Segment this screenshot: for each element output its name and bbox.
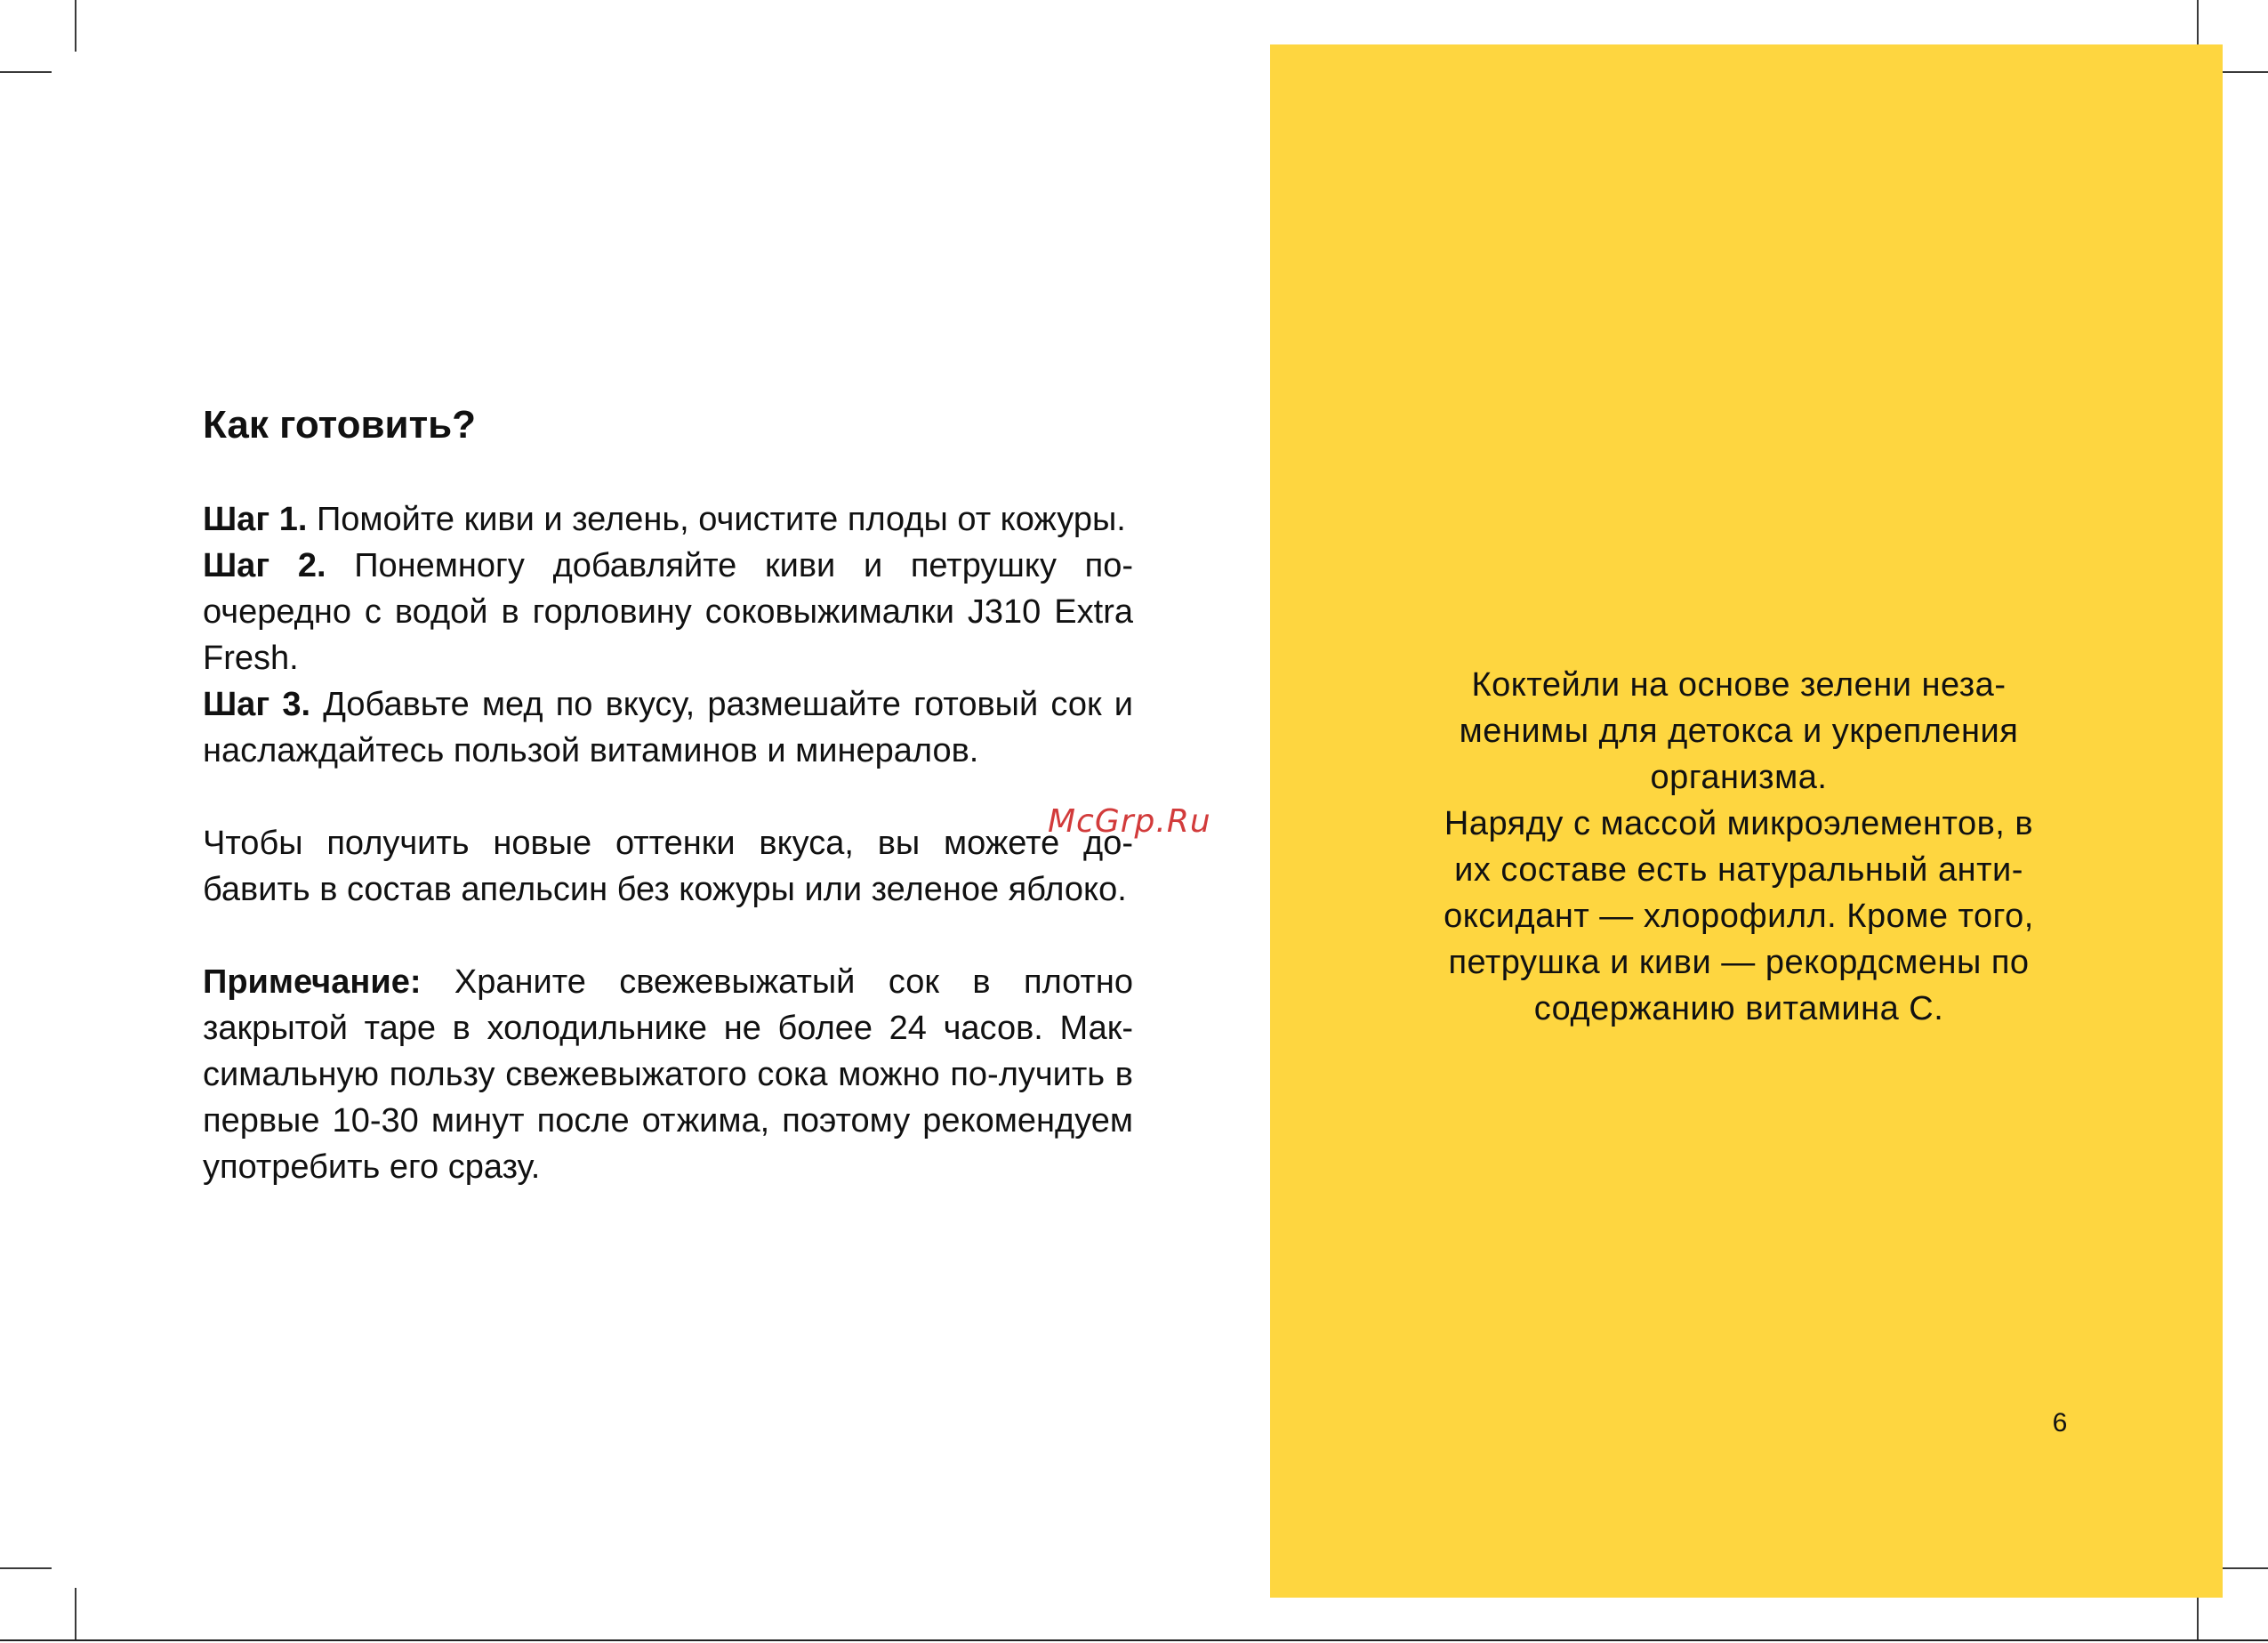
- step-2-label: Шаг 2.: [203, 547, 326, 584]
- step-3-text: Добавьте мед по вкусу, размешайте готовый сок и наслаждайтесь пользой витаминов и минералов.: [203, 686, 1134, 769]
- crop-mark: [2216, 1567, 2268, 1569]
- panel-paragraph-2: Наряду с массой микроэлементов, в их составе есть натуральный анти-оксидант — хлорофилл. Кроме того, петрушка и киви — рекордсмены по содержанию витамина С.: [1444, 805, 2034, 1027]
- crop-mark: [0, 1567, 52, 1569]
- spacer: [203, 774, 1133, 820]
- step-3: [203, 681, 1133, 774]
- spacer: [203, 913, 1133, 959]
- crop-mark: [75, 0, 76, 52]
- step-1: [203, 496, 1133, 543]
- page-number: 6: [2052, 1408, 2068, 1438]
- step-2-text: Понемногу добавляйте киви и петрушку по-очередно с водой в горловину соковыжималки J310 Extra Fresh.: [203, 547, 1133, 677]
- tip-paragraph: Чтобы получить новые оттенки вкуса, вы можете до-бавить в состав апельсин без кожуры или зеленое яблоко.: [203, 825, 1133, 908]
- page-bottom-edge: [0, 1639, 2268, 1641]
- step-1-label: Шаг 1.: [203, 501, 308, 538]
- step-3-label: Шаг 3.: [203, 686, 311, 723]
- page-title: Как готовить?: [203, 403, 477, 447]
- panel-paragraph-1: Коктейли на основе зелени неза-менимы для детокса и укрепления организма.: [1459, 666, 2019, 796]
- step-2: [203, 543, 1133, 681]
- crop-mark: [75, 1588, 76, 1639]
- crop-mark: [2216, 71, 2268, 73]
- panel-text: [1421, 662, 2056, 1032]
- note-text: Храните свежевыжатый сок в плотно закрытой таре в холодильнике не более 24 часов. Мак-симальную пользу свежевыжатого сока можно по-лучить в первые 10-30 минут после отжима, поэтому рекомендуем употребить его сразу.: [203, 963, 1133, 1186]
- note-label: Примечание:: [203, 963, 422, 1001]
- crop-mark: [0, 71, 52, 73]
- step-1-text: Помойте киви и зелень, очистите плоды от кожуры.: [316, 501, 1126, 538]
- recipe-instructions: [203, 399, 1133, 1190]
- watermark-text: McGrp.Ru: [1048, 803, 1211, 840]
- note-paragraph: [203, 959, 1133, 1190]
